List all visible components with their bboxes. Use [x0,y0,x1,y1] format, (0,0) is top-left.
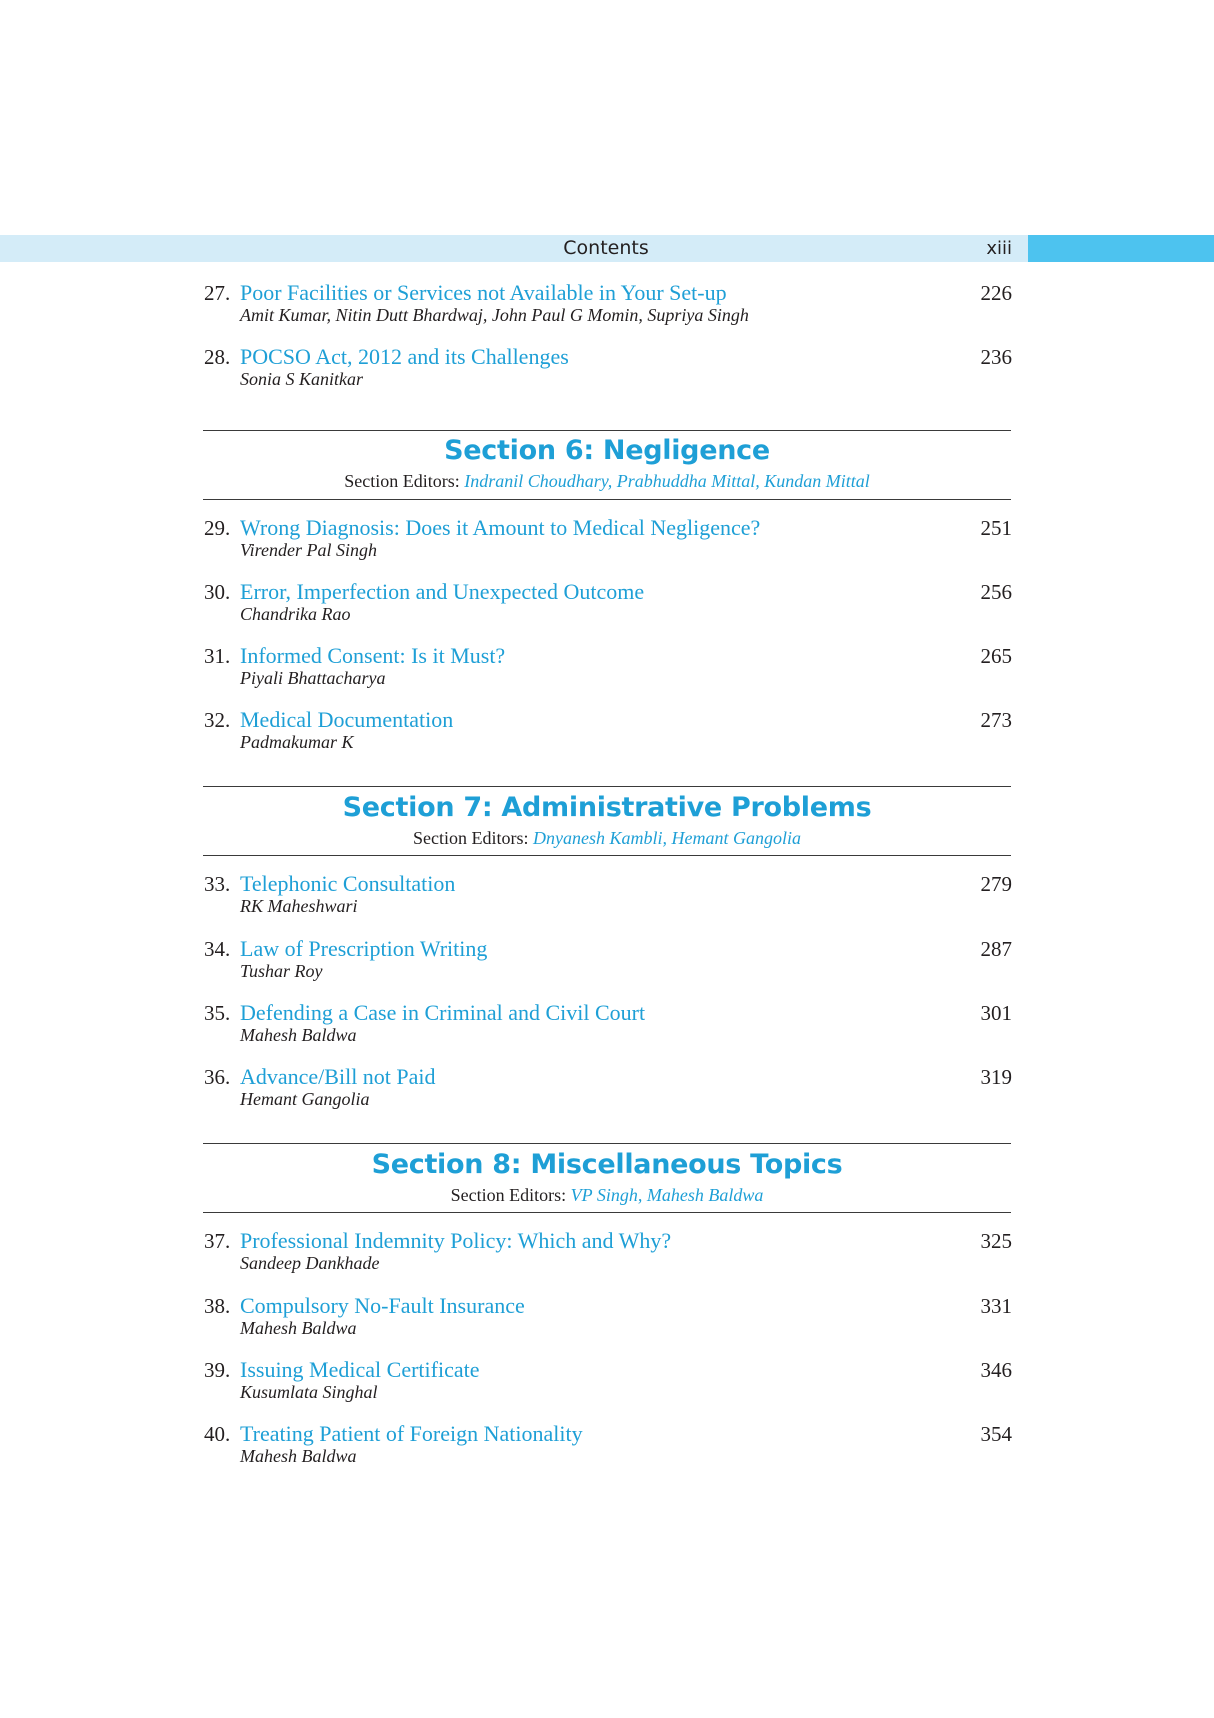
entry-number: 29. [204,516,231,540]
entry-title-link[interactable]: Advance/Bill not Paid [240,1064,436,1089]
entry-title-link[interactable]: Compulsory No-Fault Insurance [240,1293,525,1318]
section-divider-top [203,430,1011,431]
entry-page-number: 279 [980,872,1012,896]
entry-page-number: 226 [980,281,1012,305]
entry-number: 33. [204,872,231,896]
entry-page-number: 325 [980,1229,1012,1253]
entry-title-link[interactable]: Poor Facilities or Services not Available in Your Set-up [240,280,727,305]
entry-title-link[interactable]: Law of Prescription Writing [240,936,488,961]
section-editors-label: Section Editors: [450,1185,567,1205]
section-heading: Section 6: Negligence [444,435,770,466]
entry-page-number: 273 [980,708,1012,732]
entry-page-number: 319 [980,1065,1012,1089]
entry-authors: Kusumlata Singhal [240,1382,378,1402]
entry-page-number: 331 [980,1294,1012,1318]
section-divider-top [203,1143,1011,1144]
section-editors [203,470,1011,492]
entry-number: 35. [204,1001,231,1025]
section-divider-top [203,786,1011,787]
entry-number: 40. [204,1422,231,1446]
entry-title-link[interactable]: Error, Imperfection and Unexpected Outcome [240,579,645,604]
section-editors-label: Section Editors: [344,471,460,491]
section-divider-bottom [203,499,1011,500]
section-heading: Section 7: Administrative Problems [342,792,872,823]
entry-title-link[interactable]: Treating Patient of Foreign Nationality [240,1421,583,1446]
section-editors-names: Indranil Choudhary, Prabhuddha Mittal, Kundan Mittal [464,471,870,491]
entry-authors: Hemant Gangolia [240,1089,370,1109]
entry-authors: Sonia S Kanitkar [240,369,364,389]
entry-authors: Mahesh Baldwa [240,1446,357,1466]
entry-authors: Mahesh Baldwa [240,1025,357,1045]
section-editors-names: VP Singh, Mahesh Baldwa [570,1185,764,1205]
section-editors-label: Section Editors: [413,828,529,848]
entry-authors: Padmakumar K [240,732,354,752]
running-header-title: Contents [563,237,649,259]
entry-authors: Sandeep Dankhade [240,1253,380,1273]
entry-title-link[interactable]: Wrong Diagnosis: Does it Amount to Medical Negligence? [240,515,761,540]
entry-authors: Chandrika Rao [240,604,351,624]
entry-number: 37. [204,1229,231,1253]
entry-page-number: 251 [980,516,1012,540]
running-header-page-number: xiii [986,238,1012,259]
section-editors [203,827,1011,849]
entry-number: 39. [204,1358,231,1382]
entry-number: 38. [204,1294,231,1318]
running-header-accent [1028,235,1214,262]
entry-page-number: 301 [980,1001,1012,1025]
entry-page-number: 236 [980,345,1012,369]
entry-number: 31. [204,644,231,668]
entry-title-link[interactable]: Professional Indemnity Policy: Which and Why? [240,1228,672,1253]
entry-page-number: 346 [980,1358,1012,1382]
entry-authors: Virender Pal Singh [240,540,377,560]
entry-number: 28. [204,345,231,369]
entry-authors: RK Maheshwari [240,896,358,916]
entry-number: 30. [204,580,231,604]
entry-title-link[interactable]: Defending a Case in Criminal and Civil Court [240,1000,646,1025]
entry-page-number: 265 [980,644,1012,668]
entry-title-link[interactable]: Medical Documentation [240,707,454,732]
entry-page-number: 256 [980,580,1012,604]
section-editors [203,1184,1011,1206]
entry-authors: Mahesh Baldwa [240,1318,357,1338]
entry-authors: Amit Kumar, Nitin Dutt Bhardwaj, John Paul G Momin, Supriya Singh [240,305,749,325]
entry-page-number: 287 [980,937,1012,961]
entry-page-number: 354 [980,1422,1012,1446]
entry-number: 27. [204,281,231,305]
entry-number: 32. [204,708,231,732]
section-divider-bottom [203,1212,1011,1213]
entry-authors: Piyali Bhattacharya [240,668,386,688]
section-divider-bottom [203,855,1011,856]
entry-title-link[interactable]: Issuing Medical Certificate [240,1357,480,1382]
entry-number: 34. [204,937,231,961]
entry-title-link[interactable]: Telephonic Consultation [240,871,456,896]
section-heading: Section 8: Miscellaneous Topics [371,1149,843,1180]
entry-title-link[interactable]: Informed Consent: Is it Must? [240,643,506,668]
entry-authors: Tushar Roy [240,961,323,981]
entry-title-link[interactable]: POCSO Act, 2012 and its Challenges [240,344,569,369]
entry-number: 36. [204,1065,231,1089]
section-editors-names: Dnyanesh Kambli, Hemant Gangolia [533,828,801,848]
